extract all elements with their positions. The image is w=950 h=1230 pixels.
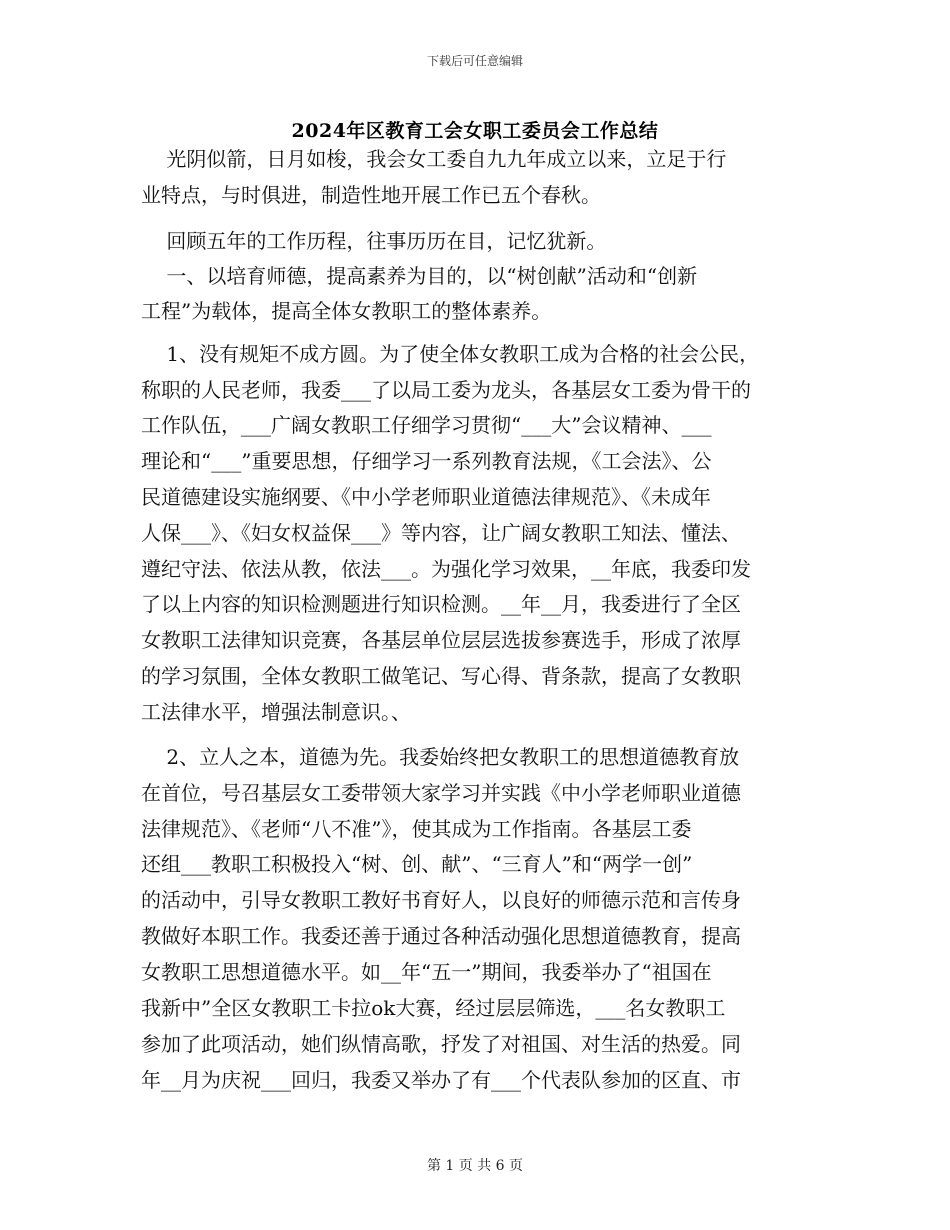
body-line: 的活动中，引导女教职工教好书育好人，以良好的师德示范和言传身 <box>141 888 741 912</box>
body-line: 1、没有规矩不成方圆。为了使全体女教职工成为合格的社会公民， <box>141 342 760 366</box>
body-line: 2、立人之本，道德为先。我委始终把女教职工的思想道德教育放 <box>141 745 740 769</box>
body-line: 教做好本职工作。我委还善于通过各种活动强化思想道德教育，提高 <box>141 924 741 948</box>
body-line: 人保___》、《妇女权益保___》等内容，让广阔女教职工知法、懂法、 <box>141 521 741 545</box>
body-line: 光阴似箭，日月如梭，我会女工委自九九年成立以来，立足于行 <box>141 147 727 171</box>
body-line: 的学习氛围，全体女教职工做笔记、写心得、背条款，提高了女教职 <box>141 664 741 688</box>
body-line: 称职的人民老师，我委___了以局工委为龙头，各基层女工委为骨干的 <box>141 378 751 402</box>
page-number: 第 1 页 共 6 页 <box>426 1158 524 1174</box>
body-line: 法律规范》、《老师“八不准”》，使其成为工作指南。各基层工委 <box>141 817 692 841</box>
body-line: 女教职工法律知识竞赛，各基层单位层层选拔参赛选手，形成了浓厚 <box>141 628 741 652</box>
body-line: 理论和“___”重要思想，仔细学习一系列教育法规，《工会法》、公 <box>141 449 712 473</box>
body-line: 回顾五年的工作历程，往事历历在目，记忆犹新。 <box>141 229 607 253</box>
body-line: 我新中”全区女教职工卡拉ok大赛，经过层层筛选，___名女教职工 <box>141 996 726 1020</box>
body-line: 工作队伍，___广阔女教职工仔细学习贯彻“___大”会议精神、___ <box>141 413 712 437</box>
body-line: 在首位，号召基层女工委带领大家学习并实践《中小学老师职业道德 <box>141 781 741 805</box>
body-line: 参加了此项活动，她们纵情高歌，抒发了对祖国、对生活的热爱。同 <box>141 1032 741 1056</box>
page-header-note: 下载后可任意编辑 <box>426 54 523 68</box>
body-line: 女教职工思想道德水平。如__年“五一”期间，我委举办了“祖国在 <box>141 960 712 984</box>
body-line: 一、以培育师德，提高素养为目的，以“树创献”活动和“创新 <box>141 264 698 288</box>
body-line: 工程”为载体，提高全体女教职工的整体素养。 <box>141 299 552 323</box>
body-line: 工法律水平，增强法制意识。、 <box>141 700 411 724</box>
body-line: 业特点，与时俱进，制造性地开展工作已五个春秋。 <box>141 183 601 207</box>
body-line: 年__月为庆祝___回归，我委又举办了有___个代表队参加的区直、市 <box>141 1068 741 1092</box>
body-line: 遵纪守法、依法从教，依法___。为强化学习效果，__年底，我委印发 <box>141 557 751 581</box>
body-line: 还组___教职工积极投入“树、创、献”、“三育人”和“两学一创” <box>141 852 693 876</box>
body-line: 民道德建设实施纲要、《中小学老师职业道德法律规范》、《未成年 <box>141 485 711 509</box>
body-line: 了以上内容的知识检测题进行知识检测。__年__月，我委进行了全区 <box>141 592 741 616</box>
document-title: 2024年区教育工会女职工委员会工作总结 <box>291 120 659 142</box>
